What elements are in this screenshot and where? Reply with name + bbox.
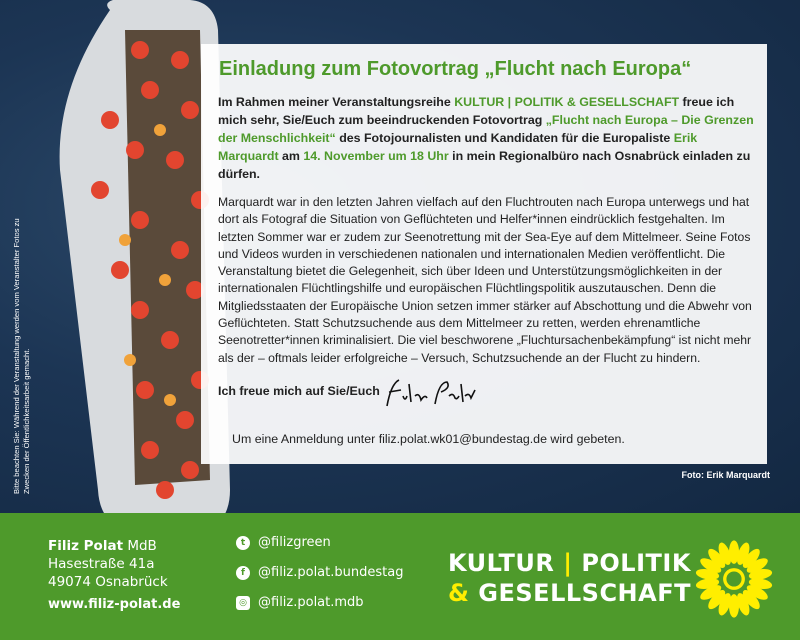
registration-note: Um eine Anmeldung unter filiz.polat.wk01@bundestag.de wird gebeten. — [232, 432, 625, 446]
speaker-name: Erik Marquardt — [218, 131, 698, 163]
talk-title: „Flucht nach Europa – Die Grenzen der Menschlichkeit“ — [218, 113, 754, 145]
instagram-link[interactable]: ◎ @filiz.polat.mdb — [236, 595, 364, 610]
twitter-link[interactable]: t @filizgreen — [236, 535, 331, 550]
facebook-link[interactable]: f @filiz.polat.bundestag — [236, 565, 403, 580]
brand-line-2: & GESELLSCHAFT — [448, 579, 691, 607]
photo-notice: Bitte beachten Sie: Während der Veranstaltung werden vom Veranstalter Fotos zu Zwecken der Öffentlichkeitsarbeit gemacht. — [12, 218, 31, 494]
sunflower-logo-icon — [692, 537, 776, 621]
city: 49074 Osnabrück — [48, 574, 168, 590]
address-block: Filiz Polat MdB Hasestraße 41a 49074 Osnabrück — [48, 538, 168, 590]
closing-line: Ich freue mich auf Sie/Euch — [218, 384, 380, 398]
contact-name: Filiz Polat — [48, 538, 124, 554]
series-name: KULTUR | POLITIK & GESELLSCHAFT — [454, 95, 680, 109]
photo-credit: Foto: Erik Marquardt — [681, 470, 770, 480]
event-date: 14. November um 18 Uhr — [303, 149, 449, 163]
website-link[interactable]: www.filiz-polat.de — [48, 597, 181, 612]
brand-line-1: KULTUR | POLITIK — [448, 549, 691, 577]
intro-paragraph: Im Rahmen meiner Veranstaltungsreihe KULTUR | POLITIK & GESELLSCHAFT freue ich mich sehr, Sie/Euch zum beeindruckenden Fotovortrag „Flucht nach Europa – Die Grenzen der Menschlichkeit“ des Fotojournalisten und Kandidaten für die Europaliste Erik Marquardt am 14. November um 18 Uhr in mein Regionalbüro nach Osnabrück einladen zu dürfen. — [218, 95, 754, 181]
street: Hasestraße 41a — [48, 556, 155, 572]
instagram-icon: ◎ — [236, 596, 250, 610]
invitation-title: Einladung zum Fotovortrag „Flucht nach Europa“ — [219, 58, 692, 80]
handwritten-signature — [377, 374, 477, 414]
facebook-icon: f — [236, 566, 250, 580]
invitation-card — [201, 44, 767, 464]
twitter-icon: t — [236, 536, 250, 550]
body-paragraph: Marquardt war in den letzten Jahren vielfach auf den Fluchtrouten nach Europa unterwegs und hat dort als Fotograf die Situation von Geflüchteten und Helfer*innen eindrücklich festgehalten. Im letzten Sommer war er zudem zur Seenotrettung mit der Sea-Eye auf dem Mittelmeer. Seine Fotos und Videos wurden in verschiedenen nationalen und internationalen Medien veröffentlicht. Die Veranstaltung bietet die Gelegenheit, sich über Ideen und Unterstützungsmöglichkeiten in der internationalen Flüchtlingshilfe und europäischen Flüchtlingspolitik auszutauschen. Denn die Mitgliedsstaaten der Europäische Union setzen immer stärker auf Abschottung und die Abwehr von Geflüchteten. Statt Schutzsuchende aus dem Mittelmeer zu retten, werden ehrenamtliche Seenotretter*innen kriminalisiert. Die viel beschworene „Fluchtursachenbekämpfung“ ist nicht mehr als der – oftmals leider erfolgreiche – Versuch, Schutzsuchende an der Flucht zu hindern. — [218, 195, 752, 365]
footer — [0, 513, 800, 640]
